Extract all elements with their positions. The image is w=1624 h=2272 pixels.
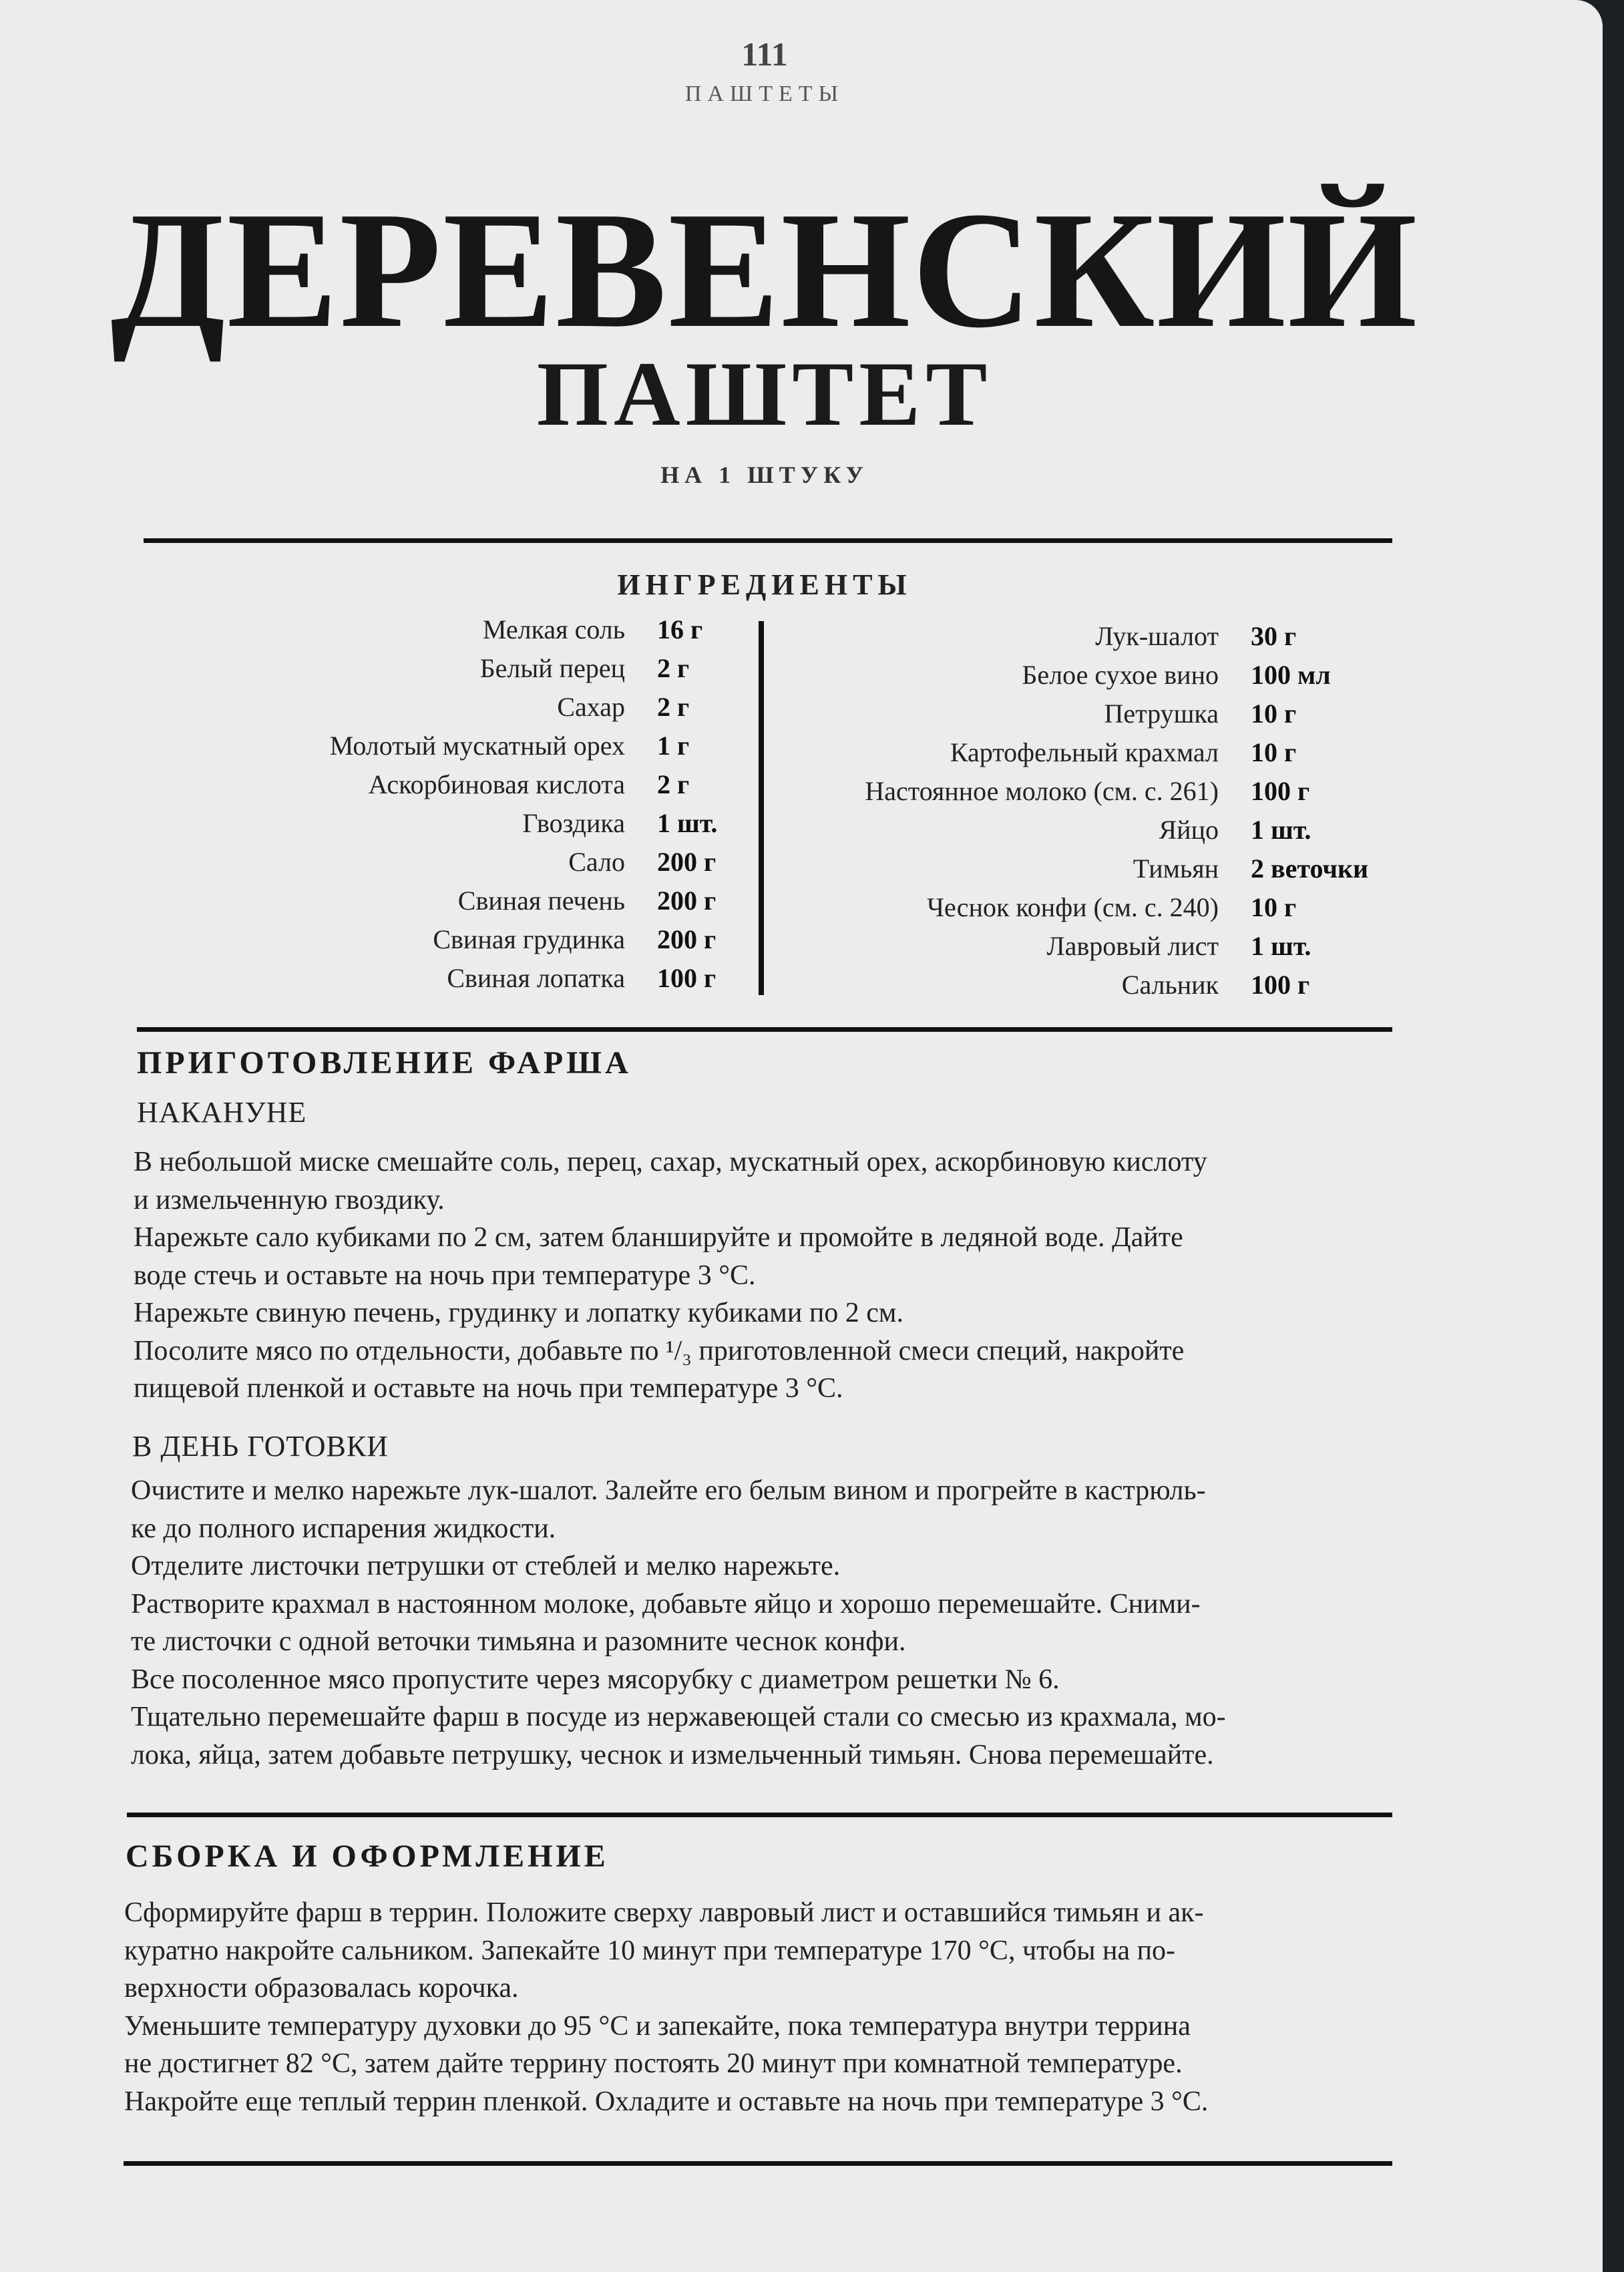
- ingredient-name: Картофельный крахмал: [950, 737, 1219, 767]
- text-line: воде стечь и оставьте на ночь при температуре 3 °C.: [134, 1260, 756, 1291]
- text-line: Очистите и мелко нарежьте лук-шалот. Залейте его белым вином и прогрейте в кастрюль-: [131, 1475, 1206, 1506]
- ingredient-name: Свиная лопатка: [447, 963, 625, 993]
- ingredient-row: [107, 882, 717, 920]
- text-line: Посолите мясо по отдельности, добавьте по ¹/₃ приготовленной смеси специй, накройте: [134, 1335, 1185, 1366]
- ingredient-name: Лавровый лист: [1046, 931, 1219, 961]
- ingredient-quantity: 100 мл: [1251, 660, 1331, 690]
- ingredient-quantity: 2 г: [657, 653, 690, 683]
- text-line: Отделите листочки петрушки от стеблей и мелко нарежьте.: [131, 1551, 841, 1581]
- ingredient-quantity: 200 г: [657, 847, 717, 877]
- ingredient-row: [107, 688, 717, 727]
- ingredient-name: Аскорбиновая кислота: [368, 769, 625, 799]
- divider-bottom: [124, 2161, 1392, 2166]
- ingredient-quantity: 200 г: [657, 924, 717, 954]
- ingredient-quantity: 1 г: [657, 731, 690, 761]
- recipe-title-line2: ПАШТЕТ: [536, 343, 993, 445]
- text-line: Все посоленное мясо пропустите через мясорубку с диаметром решетки № 6.: [131, 1664, 1060, 1695]
- ingredient-quantity: 10 г: [1251, 737, 1297, 767]
- ingredient-row: [768, 966, 1368, 1004]
- ingredient-name: Белый перец: [479, 653, 625, 683]
- ingredient-name: Лук-шалот: [1095, 621, 1219, 651]
- ingredient-quantity: 2 г: [657, 692, 690, 722]
- ingredient-name: Сахар: [557, 692, 625, 722]
- ingredient-name: Тимьян: [1133, 854, 1219, 884]
- ingredient-name: Настоянное молоко (см. с. 261): [865, 776, 1219, 806]
- ingredient-name: Свиная печень: [457, 886, 625, 916]
- ingredient-name: Петрушка: [1104, 699, 1219, 729]
- ingredients-heading: ИНГРЕДИЕНТЫ: [617, 568, 912, 601]
- ingredient-row: [107, 765, 717, 804]
- ingredient-row: [768, 656, 1368, 695]
- ingredient-name: Мелкая соль: [482, 614, 625, 644]
- ingredient-row: [107, 610, 717, 649]
- text-line: те листочки с одной веточки тимьяна и разомните чеснок конфи.: [131, 1626, 906, 1657]
- divider-top: [144, 538, 1392, 543]
- ingredient-name: Сало: [568, 847, 625, 877]
- farsh-heading: ПРИГОТОВЛЕНИЕ ФАРША: [137, 1045, 632, 1081]
- assembly-heading: СБОРКА И ОФОРМЛЕНИЕ: [126, 1839, 609, 1874]
- ingredient-row: [107, 920, 717, 959]
- text-line: Сформируйте фарш в террин. Положите сверху лавровый лист и оставшийся тимьян и ак-: [124, 1897, 1204, 1928]
- ingredient-row: [107, 843, 717, 882]
- day-before-heading: НАКАНУНЕ: [137, 1096, 307, 1129]
- text-line: Растворите крахмал в настоянном молоке, добавьте яйцо и хорошо перемешайте. Сними-: [131, 1588, 1201, 1620]
- ingredient-name: Гвоздика: [522, 808, 625, 838]
- text-line: Накройте еще теплый террин пленкой. Охладите и оставьте на ночь при температуре 3 °C.: [124, 2086, 1209, 2117]
- day-before-text: [134, 1143, 1389, 1408]
- text-line: ке до полного испарения жидкости.: [131, 1513, 556, 1544]
- page-number: 111: [741, 35, 788, 73]
- ingredient-quantity: 1 шт.: [1251, 931, 1311, 961]
- ingredient-quantity: 10 г: [1251, 892, 1297, 922]
- ingredient-quantity: 10 г: [1251, 699, 1297, 729]
- text-line: лока, яйца, затем добавьте петрушку, чеснок и измельченный тимьян. Снова перемешайте.: [131, 1739, 1214, 1770]
- divider-farsh: [127, 1813, 1392, 1817]
- ingredient-quantity: 1 шт.: [1251, 815, 1311, 845]
- ingredient-name: Молотый мускатный орех: [329, 731, 625, 761]
- ingredient-row: [768, 849, 1368, 888]
- recipe-title-line1: ДЕРЕВЕНСКИЙ: [110, 178, 1419, 363]
- ingredients-right-column: [768, 617, 1368, 1004]
- ingredient-row: [107, 649, 717, 688]
- cooking-day-text: [131, 1472, 1386, 1774]
- cooking-day-heading: В ДЕНЬ ГОТОВКИ: [132, 1430, 389, 1463]
- ingredient-row: [107, 804, 717, 843]
- ingredient-row: [768, 888, 1368, 927]
- recipe-yield: НА 1 ШТУКУ: [660, 461, 869, 488]
- text-line: Тщательно перемешайте фарш в посуде из нержавеющей стали со смесью из крахмала, мо-: [131, 1702, 1226, 1732]
- ingredient-quantity: 1 шт.: [657, 808, 718, 838]
- ingredient-quantity: 2 г: [657, 769, 690, 799]
- ingredient-quantity: 16 г: [657, 614, 703, 644]
- text-line: куратно накройте сальником. Запекайте 10 минут при температуре 170 °C, чтобы на по-: [124, 1935, 1176, 1966]
- text-line: и измельченную гвоздику.: [134, 1184, 445, 1215]
- ingredient-name: Чеснок конфи (см. с. 240): [927, 892, 1219, 922]
- ingredient-row: [768, 927, 1368, 966]
- ingredients-left-column: [107, 610, 717, 998]
- ingredient-quantity: 200 г: [657, 886, 717, 916]
- ingredient-name: Свиная грудинка: [433, 924, 625, 954]
- text-line: Нарежьте сало кубиками по 2 см, затем бланшируйте и промойте в ледяной воде. Дайте: [134, 1222, 1183, 1253]
- divider-ingredients: [137, 1027, 1392, 1032]
- ingredient-name: Белое сухое вино: [1022, 660, 1219, 690]
- ingredient-name: Сальник: [1121, 970, 1219, 1000]
- text-line: Уменьшите температуру духовки до 95 °C и запекайте, пока температура внутри террина: [124, 2010, 1191, 2042]
- ingredient-quantity: 30 г: [1251, 621, 1297, 651]
- ingredient-quantity: 100 г: [1251, 776, 1310, 806]
- text-line: Нарежьте свиную печень, грудинку и лопатку кубиками по 2 см.: [134, 1298, 904, 1328]
- ingredient-row: [768, 772, 1368, 811]
- section-name: ПАШТЕТЫ: [684, 81, 845, 106]
- text-line: В небольшой миске смешайте соль, перец, сахар, мускатный орех, аскорбиновую кислоту: [134, 1147, 1207, 1177]
- ingredient-row: [768, 695, 1368, 733]
- ingredients-column-divider: [759, 621, 764, 995]
- ingredient-row: [768, 733, 1368, 772]
- assembly-text: [124, 1894, 1380, 2120]
- ingredient-quantity: 100 г: [657, 963, 717, 993]
- text-line: пищевой пленкой и оставьте на ночь при температуре 3 °C.: [134, 1373, 843, 1404]
- ingredient-row: [107, 959, 717, 998]
- ingredient-name: Яйцо: [1159, 815, 1219, 845]
- ingredient-row: [107, 727, 717, 765]
- ingredient-row: [768, 617, 1368, 656]
- text-line: верхности образовалась корочка.: [124, 1973, 519, 2004]
- ingredient-quantity: 2 веточки: [1251, 854, 1369, 884]
- ingredient-quantity: 100 г: [1251, 970, 1310, 1000]
- text-line: не достигнет 82 °C, затем дайте террину постоять 20 минут при комнатной температуре.: [124, 2048, 1183, 2079]
- ingredient-row: [768, 811, 1368, 849]
